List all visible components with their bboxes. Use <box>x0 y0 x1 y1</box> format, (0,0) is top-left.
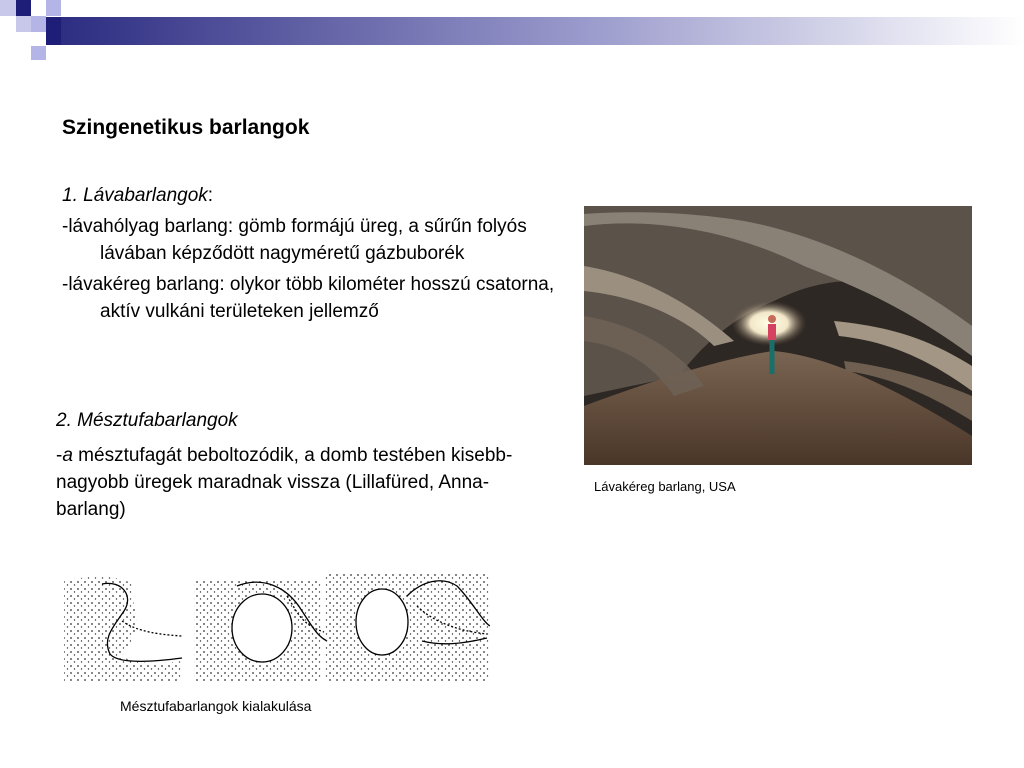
header-decoration <box>0 0 1024 64</box>
lava-tube-photo <box>584 206 972 465</box>
section2-text: -a mésztufagát beboltozódik, a domb testében kisebb-nagyobb üregek maradnak vissza (Lillafüred, Anna-barlang) <box>56 445 513 520</box>
diagram-stage-1 <box>64 577 182 682</box>
photo-caption: Lávakéreg barlang, USA <box>594 479 736 494</box>
page-title: Szingenetikus barlangok <box>62 116 310 139</box>
diagram-stage-3 <box>324 574 490 682</box>
section-tufa-caves <box>56 407 516 523</box>
bullet-lava-bubble: -lávahólyag barlang: gömb formájú üreg, a sűrűn folyós lávában képződött nagyméretű gázbuborék <box>62 216 527 264</box>
section2-heading: 2. Mésztufabarlangok <box>56 410 238 431</box>
section-lava-caves <box>62 182 562 325</box>
bullet-lava-crust: -lávakéreg barlang: olykor több kilométer hosszú csatorna, aktív vulkáni területeken jellemző <box>62 274 555 322</box>
diagram-stage-2 <box>194 580 327 682</box>
diagram-caption: Mésztufabarlangok kialakulása <box>120 698 312 714</box>
tufa-cave-formation-diagram <box>62 566 490 682</box>
section1-heading: 1. Lávabarlangok: <box>62 185 214 206</box>
